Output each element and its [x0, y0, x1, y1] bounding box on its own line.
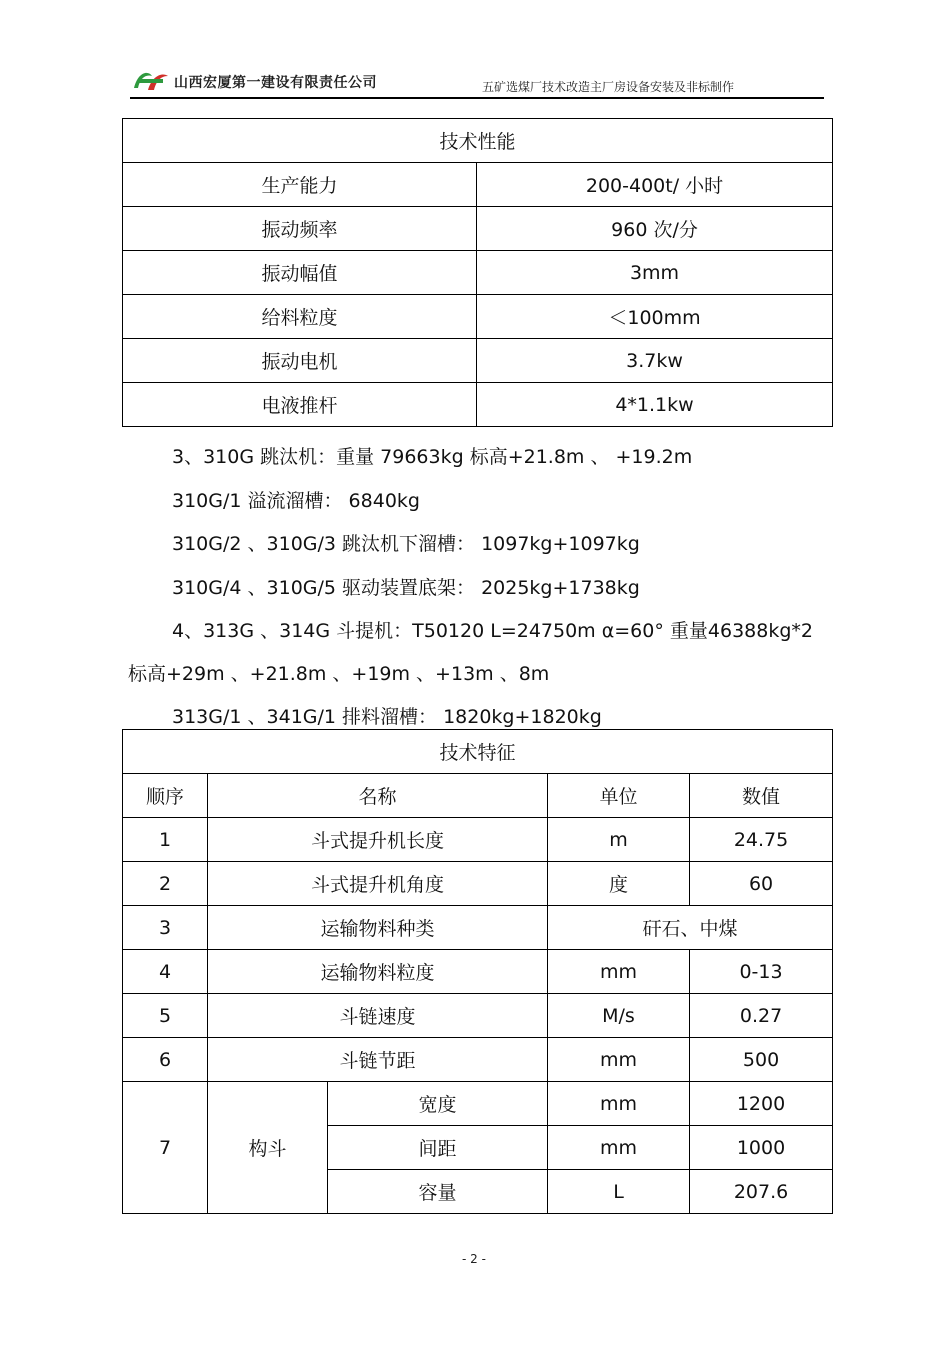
table2-title: 技术特征: [123, 730, 833, 774]
paragraph-elevation: 标高+29m 、+21.8m 、+19m 、+13m 、8m: [128, 663, 550, 685]
table-row: [123, 251, 833, 295]
row-name: 运输物料种类: [208, 906, 548, 950]
row-name: 运输物料粒度: [208, 950, 548, 994]
row-no: 1: [123, 818, 208, 862]
table-row: [123, 339, 833, 383]
table-row: [123, 994, 833, 1038]
subrow-value: 1200: [690, 1082, 833, 1126]
row-unit: mm: [548, 950, 690, 994]
row-no: 2: [123, 862, 208, 906]
header-unit: 单位: [548, 774, 690, 818]
paragraph-discharge-chute: 313G/1 、341G/1 排料溜槽： 1820kg+1820kg: [172, 706, 602, 728]
company-logo-icon: [130, 68, 172, 94]
row-value: 60: [690, 862, 833, 906]
subrow-unit: mm: [548, 1082, 690, 1126]
group-name: 构斗: [208, 1082, 328, 1214]
group-no: 7: [123, 1082, 208, 1214]
header-no: 顺序: [123, 774, 208, 818]
table-header-row: [123, 774, 833, 818]
row-label: 给料粒度: [123, 295, 477, 339]
row-no: 5: [123, 994, 208, 1038]
row-label: 振动幅值: [123, 251, 477, 295]
table-row: [123, 818, 833, 862]
row-merged-value: 矸石、中煤: [548, 906, 833, 950]
row-value: 960 次/分: [477, 207, 833, 251]
paragraph-bucket-elevator: 4、313G 、314G 斗提机：T50120 L=24750m α=60° 重量46388kg*2: [172, 620, 813, 642]
table-row: [123, 906, 833, 950]
row-label: 振动电机: [123, 339, 477, 383]
header-value: 数值: [690, 774, 833, 818]
paragraph-lower-chute: 310G/2 、310G/3 跳汰机下溜槽： 1097kg+1097kg: [172, 533, 640, 555]
row-value: ＜100mm: [477, 295, 833, 339]
table-row: [123, 207, 833, 251]
header-divider: [130, 97, 824, 99]
subrow-unit: mm: [548, 1126, 690, 1170]
subrow-value: 207.6: [690, 1170, 833, 1214]
subrow-value: 1000: [690, 1126, 833, 1170]
table-row: [123, 383, 833, 427]
row-no: 6: [123, 1038, 208, 1082]
row-value: 0.27: [690, 994, 833, 1038]
row-name: 斗链节距: [208, 1038, 548, 1082]
row-value: 3.7kw: [477, 339, 833, 383]
table-row: [123, 1038, 833, 1082]
row-unit: mm: [548, 1038, 690, 1082]
row-unit: m: [548, 818, 690, 862]
row-label: 电液推杆: [123, 383, 477, 427]
row-value: 24.75: [690, 818, 833, 862]
paragraph-overflow-chute: 310G/1 溢流溜槽： 6840kg: [172, 490, 420, 512]
table-row: [123, 295, 833, 339]
row-unit: M/s: [548, 994, 690, 1038]
row-name: 斗式提升机长度: [208, 818, 548, 862]
row-name: 斗链速度: [208, 994, 548, 1038]
table-row: [123, 163, 833, 207]
row-value: 200-400t/ 小时: [477, 163, 833, 207]
project-title: 五矿选煤厂技术改造主厂房设备安装及非标制作: [481, 80, 734, 94]
table1-title: 技术性能: [123, 119, 833, 163]
paragraph-jig: 3、310G 跳汰机：重量 79663kg 标高+21.8m 、 +19.2m: [172, 446, 693, 468]
subrow-name: 宽度: [328, 1082, 548, 1126]
row-value: 0-13: [690, 950, 833, 994]
row-label: 生产能力: [123, 163, 477, 207]
table-row: [123, 950, 833, 994]
table-row: [123, 1082, 833, 1126]
row-label: 振动频率: [123, 207, 477, 251]
page-header: [130, 66, 824, 100]
subrow-name: 间距: [328, 1126, 548, 1170]
subrow-name: 容量: [328, 1170, 548, 1214]
page-number: - 2 -: [462, 1252, 486, 1266]
subrow-unit: L: [548, 1170, 690, 1214]
header-name: 名称: [208, 774, 548, 818]
row-value: 3mm: [477, 251, 833, 295]
row-value: 500: [690, 1038, 833, 1082]
row-unit: 度: [548, 862, 690, 906]
technical-features-table: [122, 729, 833, 1214]
paragraph-drive-base: 310G/4 、310G/5 驱动装置底架： 2025kg+1738kg: [172, 577, 640, 599]
row-value: 4*1.1kw: [477, 383, 833, 427]
row-name: 斗式提升机角度: [208, 862, 548, 906]
company-name: 山西宏厦第一建设有限责任公司: [174, 75, 377, 91]
row-no: 3: [123, 906, 208, 950]
row-no: 4: [123, 950, 208, 994]
technical-performance-table: [122, 118, 833, 427]
table-row: [123, 862, 833, 906]
